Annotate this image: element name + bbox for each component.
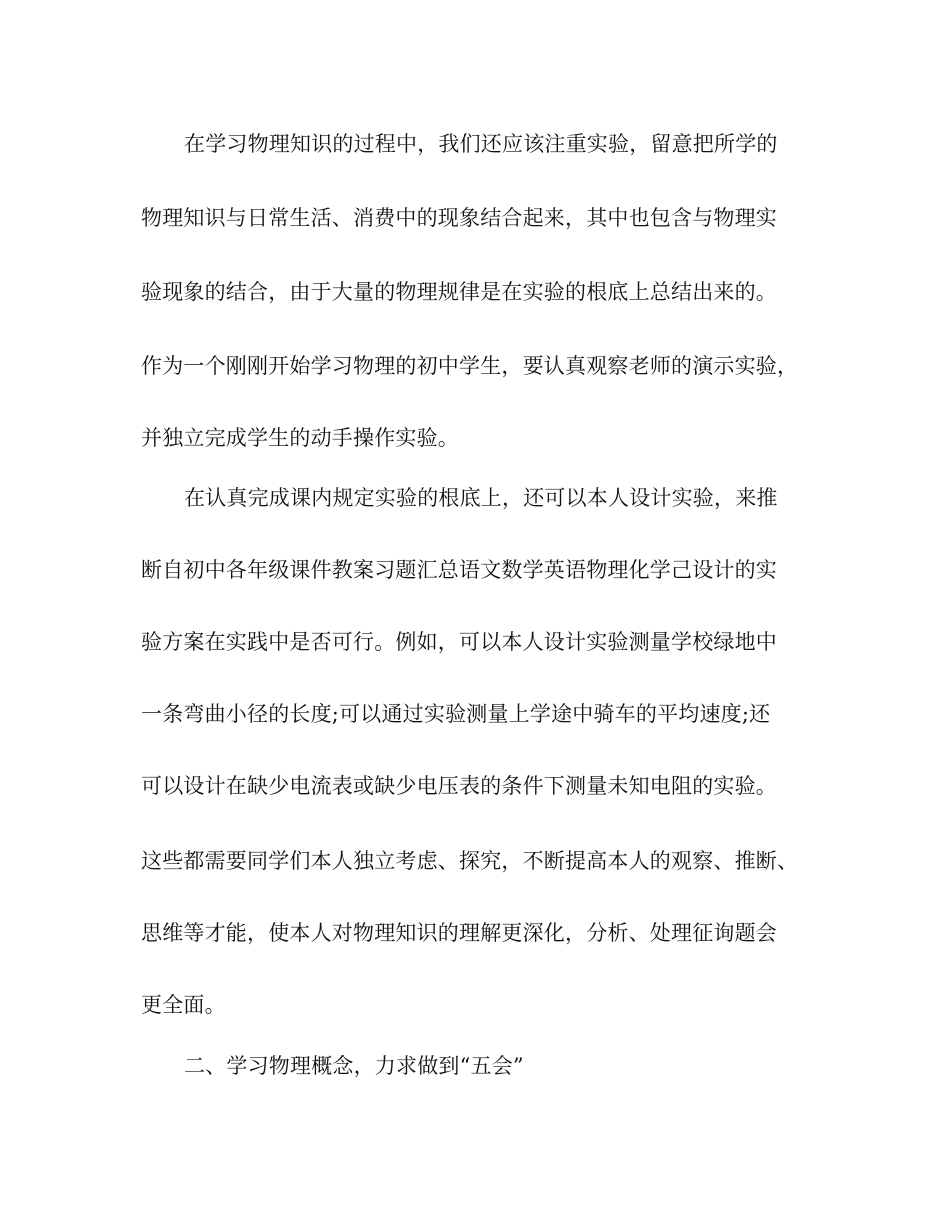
paragraph-line: 这些都需要同学们本人独立考虑、探究，不断提高本人的观察、推断、 — [141, 849, 799, 873]
paragraph-line: 更全面。 — [141, 993, 226, 1017]
paragraph-line: 断自初中各年级课件教案习题汇总语文数学英语物理化学己设计的实 — [141, 558, 777, 582]
paragraph-line: 思维等才能，使本人对物理知识的理解更深化，分析、处理征询题会 — [141, 921, 777, 945]
paragraph-line: 验现象的结合，由于大量的物理规律是在实验的根底上总结出来的。 — [141, 280, 777, 304]
paragraph-line: 并独立完成学生的动手操作实验。 — [141, 426, 459, 450]
paragraph-line: 在学习物理知识的过程中，我们还应该注重实验，留意把所学的 — [184, 132, 778, 156]
section-heading: 二、学习物理概念，力求做到“五会” — [184, 1054, 524, 1078]
paragraph-line: 在认真完成课内规定实验的根底上，还可以本人设计实验，来推 — [184, 486, 778, 510]
paragraph-line: 一条弯曲小径的长度;可以通过实验测量上学途中骑车的平均速度;还 — [141, 702, 771, 726]
paragraph-line: 物理知识与日常生活、消费中的现象结合起来，其中也包含与物理实 — [141, 206, 777, 230]
paragraph-line: 验方案在实践中是否可行。例如，可以本人设计实验测量学校绿地中 — [141, 630, 777, 654]
paragraph-line: 作为一个刚刚开始学习物理的初中学生，要认真观察老师的演示实验， — [141, 354, 799, 378]
paragraph-line: 可以设计在缺少电流表或缺少电压表的条件下测量未知电阻的实验。 — [141, 774, 777, 798]
